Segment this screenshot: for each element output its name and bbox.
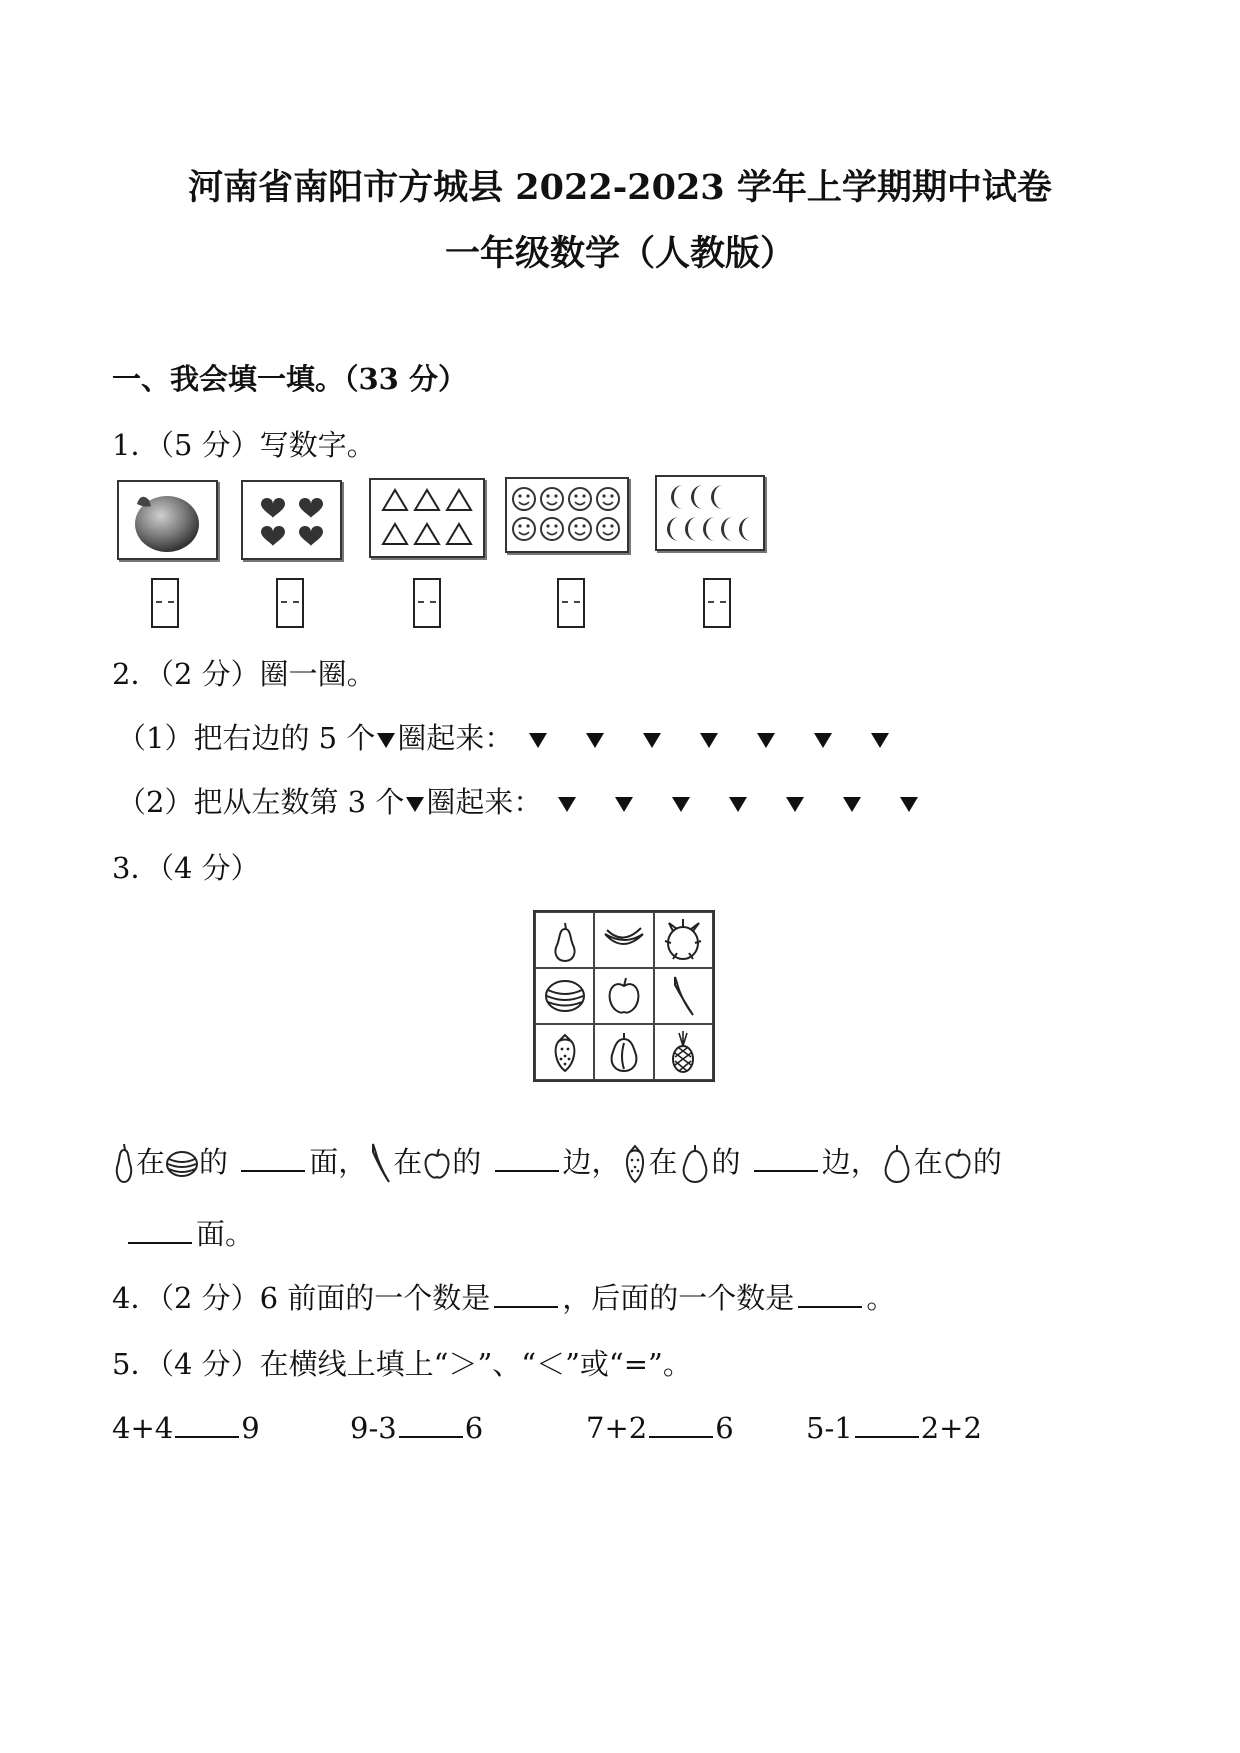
apple-outline-icon: [943, 1146, 973, 1182]
answer-blank-after[interactable]: [798, 1280, 862, 1308]
word-mian-end: 面。: [196, 1217, 255, 1251]
question-3-sentence: [112, 1140, 1002, 1190]
apple-card: [117, 480, 218, 560]
triangle-down-icon: [404, 794, 426, 814]
compare-right: 2+2: [920, 1411, 982, 1445]
compare-blank[interactable]: [175, 1410, 239, 1438]
answer-box-smileys[interactable]: [557, 578, 585, 628]
triangle-down-icon[interactable]: [841, 794, 863, 814]
apple-outline-icon: [604, 974, 644, 1018]
compare-blank[interactable]: [855, 1410, 919, 1438]
triangle-down-icon[interactable]: [784, 794, 806, 814]
word-mian: 面，: [309, 1145, 368, 1179]
word-zai: 在: [648, 1145, 678, 1179]
triangle-down-icon[interactable]: [641, 730, 663, 750]
answer-blank[interactable]: [241, 1144, 305, 1172]
heart-icon: [299, 526, 323, 546]
moon-icon: [671, 485, 683, 509]
smiley-icon: [569, 488, 591, 510]
word-de: 的: [972, 1145, 1002, 1179]
word-de: 的: [199, 1145, 229, 1179]
triangle-icon: [383, 524, 407, 544]
triangle-down-icon[interactable]: [613, 794, 635, 814]
banana-icon: [601, 920, 647, 960]
answer-box-moons[interactable]: [703, 578, 731, 628]
page-title: 河南省南阳市方城县 2022-2023 学年上学期期中试卷: [188, 167, 1052, 208]
chili-icon: [367, 1142, 393, 1186]
triangle-down-icon[interactable]: [556, 794, 578, 814]
question-4: [112, 1276, 895, 1317]
compare-item-2: [350, 1410, 483, 1445]
word-zai: 在: [913, 1145, 943, 1179]
triangle-icon: [447, 490, 471, 510]
hearts-group: [243, 482, 340, 558]
grid-cell-pineapple: [654, 1024, 713, 1080]
triangles-card: [369, 478, 485, 558]
compare-right: 6: [715, 1411, 734, 1445]
pear-icon: [112, 1142, 136, 1186]
quince-icon: [880, 1143, 914, 1185]
compare-item-1: [112, 1410, 260, 1445]
grid-cell-chili: [654, 968, 713, 1024]
compare-left: 9-3: [350, 1411, 397, 1445]
question-3-sentence-cont: [128, 1212, 254, 1253]
grid-cell-pear2: [594, 1024, 653, 1080]
triangle-down-icon[interactable]: [869, 730, 891, 750]
triangle-icon: [447, 524, 471, 544]
watermelon-icon: [165, 1149, 199, 1179]
pineapple-icon: [665, 1029, 701, 1075]
word-de: 的: [711, 1145, 741, 1179]
sub1-prefix: （1）把右边的 5 个: [117, 721, 376, 755]
compare-right: 6: [464, 1411, 484, 1445]
moon-icon: [685, 517, 697, 541]
compare-item-3: [586, 1410, 734, 1445]
compare-left: 5-1: [806, 1411, 853, 1445]
smiley-icon: [597, 488, 619, 510]
moon-icon: [667, 517, 679, 541]
moon-icon: [721, 517, 733, 541]
triangle-icon: [415, 490, 439, 510]
moon-icon: [703, 517, 715, 541]
triangle-down-icon[interactable]: [698, 730, 720, 750]
heart-icon: [261, 526, 285, 546]
word-de: 的: [452, 1145, 482, 1179]
question-2-label: 2．（2 分）圈一圈。: [112, 657, 376, 691]
compare-item-4: [806, 1410, 982, 1445]
heart-icon: [261, 498, 285, 518]
smiley-icon: [541, 488, 563, 510]
triangle-icon: [383, 490, 407, 510]
strawberry-icon: [621, 1142, 649, 1186]
smiley-icon: [513, 488, 535, 510]
smiley-icon: [541, 518, 563, 540]
moon-icon: [711, 485, 723, 509]
triangle-down-icon[interactable]: [584, 730, 606, 750]
answer-box-triangles[interactable]: [413, 578, 441, 628]
question-1-label: 1．（5 分）写数字。: [112, 428, 376, 462]
q4-text-3: 。: [866, 1281, 896, 1315]
fruit-grid: [533, 910, 715, 1082]
question-5-label: 5．（4 分）在横线上填上“＞”、“＜”或“=”。: [112, 1347, 692, 1381]
question-2-sub1: [117, 716, 926, 757]
q4-text-1: 4．（2 分）6 前面的一个数是: [112, 1281, 491, 1315]
chili-icon: [665, 973, 701, 1019]
moon-icon: [739, 517, 751, 541]
sub2-suffix: 圈起来：: [426, 785, 543, 819]
triangle-icon: [415, 524, 439, 544]
sub1-suffix: 圈起来：: [397, 721, 514, 755]
answer-blank-before[interactable]: [494, 1280, 558, 1308]
grid-cell-pear: [535, 912, 594, 968]
grid-cell-banana: [594, 912, 653, 968]
triangle-down-icon: [375, 730, 397, 750]
answer-blank[interactable]: [754, 1144, 818, 1172]
question-2-sub2: [117, 780, 955, 821]
question-3-label: 3．（4 分）: [112, 851, 260, 885]
hearts-card: [241, 480, 342, 560]
triangle-down-icon[interactable]: [812, 730, 834, 750]
triangle-down-icon[interactable]: [727, 794, 749, 814]
smiley-icon: [569, 518, 591, 540]
grid-cell-watermelon: [535, 968, 594, 1024]
grid-cell-strawberry: [535, 1024, 594, 1080]
triangle-down-icon[interactable]: [527, 730, 549, 750]
heart-icon: [299, 498, 323, 518]
quince-icon: [604, 1029, 644, 1075]
compare-blank[interactable]: [649, 1410, 713, 1438]
dragonfruit-icon: [661, 917, 705, 963]
moon-icon: [691, 485, 703, 509]
answer-blank[interactable]: [128, 1216, 192, 1244]
q4-text-2: ，后面的一个数是: [562, 1281, 795, 1315]
triangle-down-icon[interactable]: [755, 730, 777, 750]
quince-icon: [678, 1143, 712, 1185]
answer-blank[interactable]: [495, 1144, 559, 1172]
triangles-group: [371, 480, 483, 556]
page-subtitle: 一年级数学（人教版）: [444, 233, 795, 274]
moons-group: [657, 477, 763, 549]
smiley-icon: [513, 518, 535, 540]
triangle-down-icon[interactable]: [898, 794, 920, 814]
moons-card: [655, 475, 765, 551]
word-bian: 边，: [562, 1145, 621, 1179]
compare-left: 4+4: [112, 1411, 174, 1445]
word-zai: 在: [136, 1145, 166, 1179]
section-heading: 一、我会填一填。（33 分）: [112, 362, 467, 396]
smiley-icon: [597, 518, 619, 540]
grid-cell-dragonfruit: [654, 912, 713, 968]
answer-box-hearts[interactable]: [276, 578, 304, 628]
sub2-prefix: （2）把从左数第 3 个: [117, 785, 405, 819]
smileys-group: [507, 479, 627, 551]
word-zai: 在: [393, 1145, 423, 1179]
watermelon-icon: [542, 976, 588, 1016]
compare-left: 7+2: [586, 1411, 648, 1445]
grid-cell-apple: [594, 968, 653, 1024]
compare-blank[interactable]: [399, 1410, 463, 1438]
strawberry-icon: [547, 1029, 583, 1075]
triangle-down-icon[interactable]: [670, 794, 692, 814]
answer-box-apples[interactable]: [151, 578, 179, 628]
smileys-card: [505, 477, 629, 553]
pear-icon: [545, 917, 585, 963]
apple-icon: [119, 482, 216, 558]
word-bian: 边，: [821, 1145, 880, 1179]
apple-outline-icon: [422, 1146, 452, 1182]
compare-right: 9: [241, 1411, 260, 1445]
